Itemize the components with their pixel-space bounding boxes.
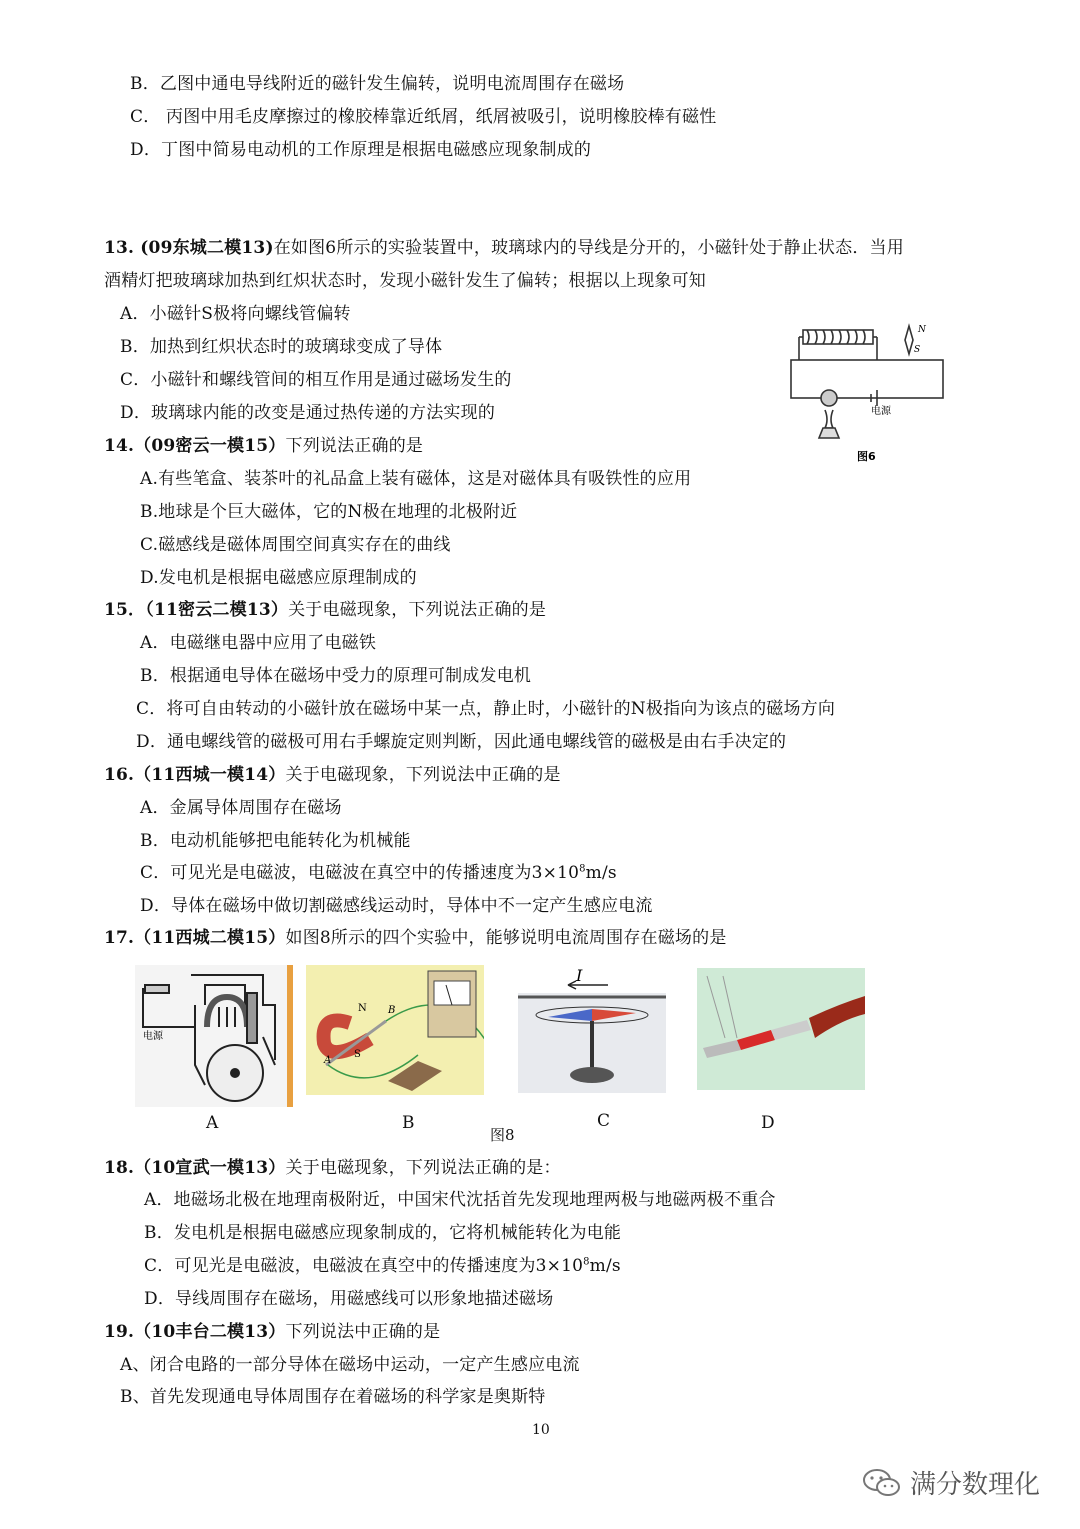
page-number: 10 [532,1422,550,1438]
q18-stem [104,1157,561,1179]
q19-number: 19.（10丰台二模13） [104,1322,286,1342]
q18-option-c-unit: m/s [589,1256,621,1276]
q16-option-c-text: C．可见光是电磁波，电磁波在真空中的传播速度为3×10 [140,863,580,883]
fig8-label-b: B [402,1113,415,1133]
q12-option-b: B．乙图中通电导线附近的磁针发生偏转，说明电流周围存在磁场 [130,74,625,94]
fig8-label-c: C [597,1111,611,1131]
q17-stem [104,927,727,949]
fig6-power-label: 电源 [871,406,891,417]
q14-number: 14.（09密云一模15） [104,436,286,456]
watermark [862,1464,1040,1501]
q16-option-c [140,862,617,884]
q14-option-b: B.地球是个巨大磁体，它的N极在地理的北极附近 [140,502,518,522]
q12-option-d: D．丁图中简易电动机的工作原理是根据电磁感应现象制成的 [130,140,592,160]
q15-option-d: D．通电螺线管的磁极可用右手螺旋定则判断，因此通电螺线管的磁极是由右手决定的 [136,732,787,752]
q14-option-d: D.发电机是根据电磁感应原理制成的 [140,568,417,588]
fig8b-a-label: A [324,1055,332,1066]
q15-stem [104,599,546,621]
fig8a-power-label: 电源 [143,1031,163,1042]
q19-option-b: B、首先发现通电导体周围存在着磁场的科学家是奥斯特 [120,1387,546,1407]
q18-option-a: A．地磁场北极在地理南极附近，中国宋代沈括首先发现地理两极与地磁两极不重合 [144,1190,776,1210]
wechat-icon [862,1467,902,1499]
q16-option-d: D．导体在磁场中做切割磁感线运动时，导体中不一定产生感应电流 [140,896,653,916]
fig8b-s-label: S [354,1049,361,1060]
q14-stem [104,435,423,457]
q12-option-c: C． 丙图中用毛皮摩擦过的橡胶棒靠近纸屑，纸屑被吸引，说明橡胶棒有磁性 [130,107,717,127]
q18-option-c [144,1255,621,1277]
q19-text: 下列说法中正确的是 [285,1322,441,1342]
q19-option-a: A、闭合电路的一部分导体在磁场中运动，一定产生感应电流 [120,1355,580,1375]
figure-8b-induction-experiment [306,965,484,1095]
fig8-label-a: A [206,1113,219,1133]
figure-8a-electric-bell [135,965,293,1107]
q13-option-b: B．加热到红炽状态时的玻璃球变成了导体 [120,337,443,357]
q18-option-d: D．导线周围存在磁场，用磁感线可以形象地描述磁场 [144,1289,554,1309]
fig8-caption: 图8 [490,1126,515,1144]
fig8b-n-label: N [358,1003,367,1014]
q14-option-a: A.有些笔盒、装茶叶的礼品盒上装有磁体，这是对磁体具有吸铁性的应用 [140,469,692,489]
fig6-caption: 图6 [857,450,876,463]
q18-option-c-exponent: 8 [583,1256,590,1268]
q15-text: 关于电磁现象，下列说法正确的是 [288,600,547,620]
figure-8c-oersted-experiment [518,965,666,1093]
q13-text-1: 在如图6所示的实验装置中，玻璃球内的导线是分开的，小磁针处于静止状态．当用 [273,238,904,258]
q13-option-c: C．小磁针和螺线管间的相互作用是通过磁场发生的 [120,370,512,390]
fig8c-current-label: I [576,966,583,985]
q14-option-c: C.磁感线是磁体周围空间真实存在的曲线 [140,535,451,555]
q17-text: 如图8所示的四个实验中，能够说明电流周围存在磁场的是 [285,928,727,948]
q16-number: 16.（11西城一模14） [104,765,286,785]
q16-stem [104,764,561,786]
q16-option-a: A．金属导体周围存在磁场 [140,798,342,818]
q18-option-b: B．发电机是根据电磁感应现象制成的，它将机械能转化为电能 [144,1223,622,1243]
fig6-s-label: S [914,345,921,355]
fig6-n-label: N [918,325,926,335]
q16-option-c-exponent: 8 [579,863,586,875]
q18-option-c-text: C．可见光是电磁波，电磁波在真空中的传播速度为3×10 [144,1256,584,1276]
watermark-text: 满分数理化 [910,1470,1041,1500]
figure-8d-magnet-experiment [697,968,865,1090]
q15-option-c: C．将可自由转动的小磁针放在磁场中某一点，静止时，小磁针的N极指向为该点的磁场方向 [136,699,836,719]
q18-number: 18.（10宣武一模13） [104,1158,286,1178]
q16-option-c-unit: m/s [585,863,617,883]
q13-text-2: 酒精灯把玻璃球加热到红炽状态时，发现小磁针发生了偏转；根据以上现象可知 [104,271,706,291]
q19-stem [104,1321,440,1343]
q15-option-a: A．电磁继电器中应用了电磁铁 [140,633,377,653]
q16-text: 关于电磁现象，下列说法中正确的是 [285,765,561,785]
q17-number: 17.（11西城二模15） [104,928,286,948]
q15-option-b: B．根据通电导体在磁场中受力的原理可制成发电机 [140,666,532,686]
fig8b-b-label: B [388,1005,396,1016]
q18-text: 关于电磁现象，下列说法正确的是： [285,1158,561,1178]
q13-option-a: A．小磁针S极将向螺线管偏转 [120,304,351,324]
q13-option-d: D．玻璃球内能的改变是通过热传递的方法实现的 [120,403,496,423]
fig8-label-d: D [761,1113,775,1133]
q15-number: 15．（11密云二模13） [104,600,289,620]
q13-number: 13. (09东城二模13) [104,238,274,258]
q13-stem [104,237,904,259]
figure-6-circuit [785,318,950,468]
q14-text: 下列说法正确的是 [285,436,424,456]
q16-option-b: B．电动机能够把电能转化为机械能 [140,831,411,851]
